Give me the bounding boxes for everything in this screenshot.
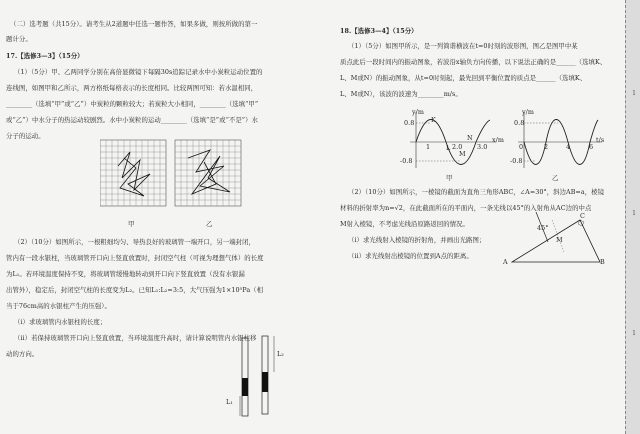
jia-ybot: -0.8 <box>400 157 413 165</box>
edge-mark: 1 <box>632 330 636 337</box>
yi-ybot: -0.8 <box>510 157 523 165</box>
path-jia <box>118 152 150 196</box>
path-yi <box>188 150 230 194</box>
q18-2-line: （ii）求光线射出棱镜的位置到A点的距离。 <box>348 252 473 260</box>
yi-tick: 0 <box>519 143 524 151</box>
q17-2-line: （i）求玻璃管内水银柱的长度； <box>14 318 107 326</box>
caption-yi: 乙 <box>206 220 213 228</box>
yi-tick: 2 <box>544 143 549 151</box>
q18-2-line: （2）（10分）如图所示，一棱镜的截面为直角三角形ABC，∠A=30°，斜边AB=a，棱镜 <box>348 188 605 196</box>
q17-1-line: 连线图，如图甲和乙所示，两方格纸每格表示的长度相同。比较两图可知：若水温相同， <box>6 84 258 92</box>
q17-1-line: ________（选填“甲”或“乙”）中炭粒的颗粒较大；若炭粒大小相同，________（选填“甲” <box>6 100 259 108</box>
jia-ylabel: y/m <box>412 108 424 116</box>
prism-C: C <box>580 212 585 220</box>
label-L1: L₁ <box>226 398 233 406</box>
jia-tick: 3.0 <box>477 143 488 151</box>
q18-2-line: 材料的折射率为n=√2，在此截面所在的平面内，一条光线以45°的入射角从AC边的中点 <box>340 204 592 212</box>
caption-graph-jia: 甲 <box>446 174 453 182</box>
yi-tick: 4 <box>566 143 571 151</box>
q17-2-line: 出管外），稳定后，封闭空气柱的长度变为L₂。已知L₁:L₂=3:5，大气压强为1×10⁵Pa（相 <box>6 286 264 294</box>
point-L: L <box>446 144 451 152</box>
binding-edge <box>625 0 640 434</box>
q17-2-line: （2）（10分）如图所示，一根粗细均匀、导热良好的玻璃管一端开口，另一端封闭， <box>14 238 256 246</box>
prism-A: A <box>503 258 508 266</box>
q17-1-line: （1）（5分）甲、乙两同学分别在高倍显微镜下每隔30s追踪记录水中小炭粒运动位置的 <box>14 68 263 76</box>
q18-1-line: L、M或N），该波的波速为________m/s。 <box>340 90 462 98</box>
q18-1-line: L、M或N）的振动图象，从t=0时刻起，最先回到平衡位置的质点是______（选填K、 <box>340 74 587 82</box>
point-M: M <box>459 150 466 158</box>
yi-xlabel: t/s <box>596 136 605 144</box>
q17-2-line: 为L₁。若环境温度保持不变，将玻璃管缓慢地转动到开口向下竖直放置（没有水银漏 <box>6 270 245 278</box>
yi-tick: 6 <box>589 143 594 151</box>
jia-tick: 1 <box>426 143 431 151</box>
q17-2-line: 动的方向。 <box>6 350 39 358</box>
jia-ytop: 0.8 <box>404 119 415 127</box>
yi-ylabel: y/m <box>522 108 534 116</box>
point-K: K <box>431 116 436 124</box>
label-L2: L₂ <box>277 350 284 358</box>
intro-line-1: （二）选考题（共15分）。请考生从2道题中任选一题作答，如果多做，则按所做的第一 <box>10 20 258 28</box>
q17-2-line: （ii）若保持玻璃管开口向上竖直放置，当环境温度升高时，请计算说明管内水银柱移 <box>14 334 257 342</box>
caption-jia: 甲 <box>128 220 135 228</box>
intro-line-2: 题计分。 <box>6 35 32 43</box>
q18-2-line: （i）求光线射入棱镜的折射角，并画出光路图； <box>348 236 486 244</box>
q18-2-line: M射入棱镜，不考虑光线沿原路返回的情况。 <box>340 220 469 228</box>
grid-jia <box>100 140 166 206</box>
q18-title: 18.【选修3—4】（15分） <box>340 27 418 35</box>
q17-2-line: 当于76cm高的水银柱产生的压强）。 <box>6 302 111 310</box>
glass-tube-figure <box>236 334 296 418</box>
jia-xlabel: x/m <box>492 136 504 144</box>
q18-1-line: （1）（5分）如图甲所示，是一列简谐横波在t=0时刻的波形图，图乙是图甲中某 <box>348 42 578 50</box>
q17-2-line: 管内有一段水银柱，当玻璃管开口向上竖直放置时，封闭空气柱（可视为理想气体）的长度 <box>6 254 264 262</box>
q17-1-line: 分子的运动。 <box>6 132 45 140</box>
wave-graph-yi <box>510 108 606 174</box>
q17-1-line: 或“乙”）中水分子的热运动较剧烈。水中小炭粒的运动________（选填“是”或“不是”）水 <box>6 116 258 124</box>
q18-1-line: 质点此后一段时间内的振动图象，若波沿x轴负方向传播，以下说法正确的是______（选填K、 <box>340 58 607 66</box>
prism-M: M <box>556 236 563 244</box>
edge-mark: 1 <box>632 210 636 217</box>
prism-B: B <box>600 258 605 266</box>
edge-mark: 1 <box>632 90 636 97</box>
grid-yi <box>175 140 241 206</box>
brownian-grid-figure <box>100 138 300 218</box>
yi-ytop: 0.8 <box>514 119 525 127</box>
prism-angle: 45° <box>537 224 549 232</box>
caption-graph-yi: 乙 <box>552 174 559 182</box>
point-N: N <box>467 134 473 142</box>
wave-graph-jia <box>400 108 500 174</box>
q17-title: 17.【选修3—3】（15分） <box>6 52 84 60</box>
jia-tick: 2.0 <box>452 143 463 151</box>
